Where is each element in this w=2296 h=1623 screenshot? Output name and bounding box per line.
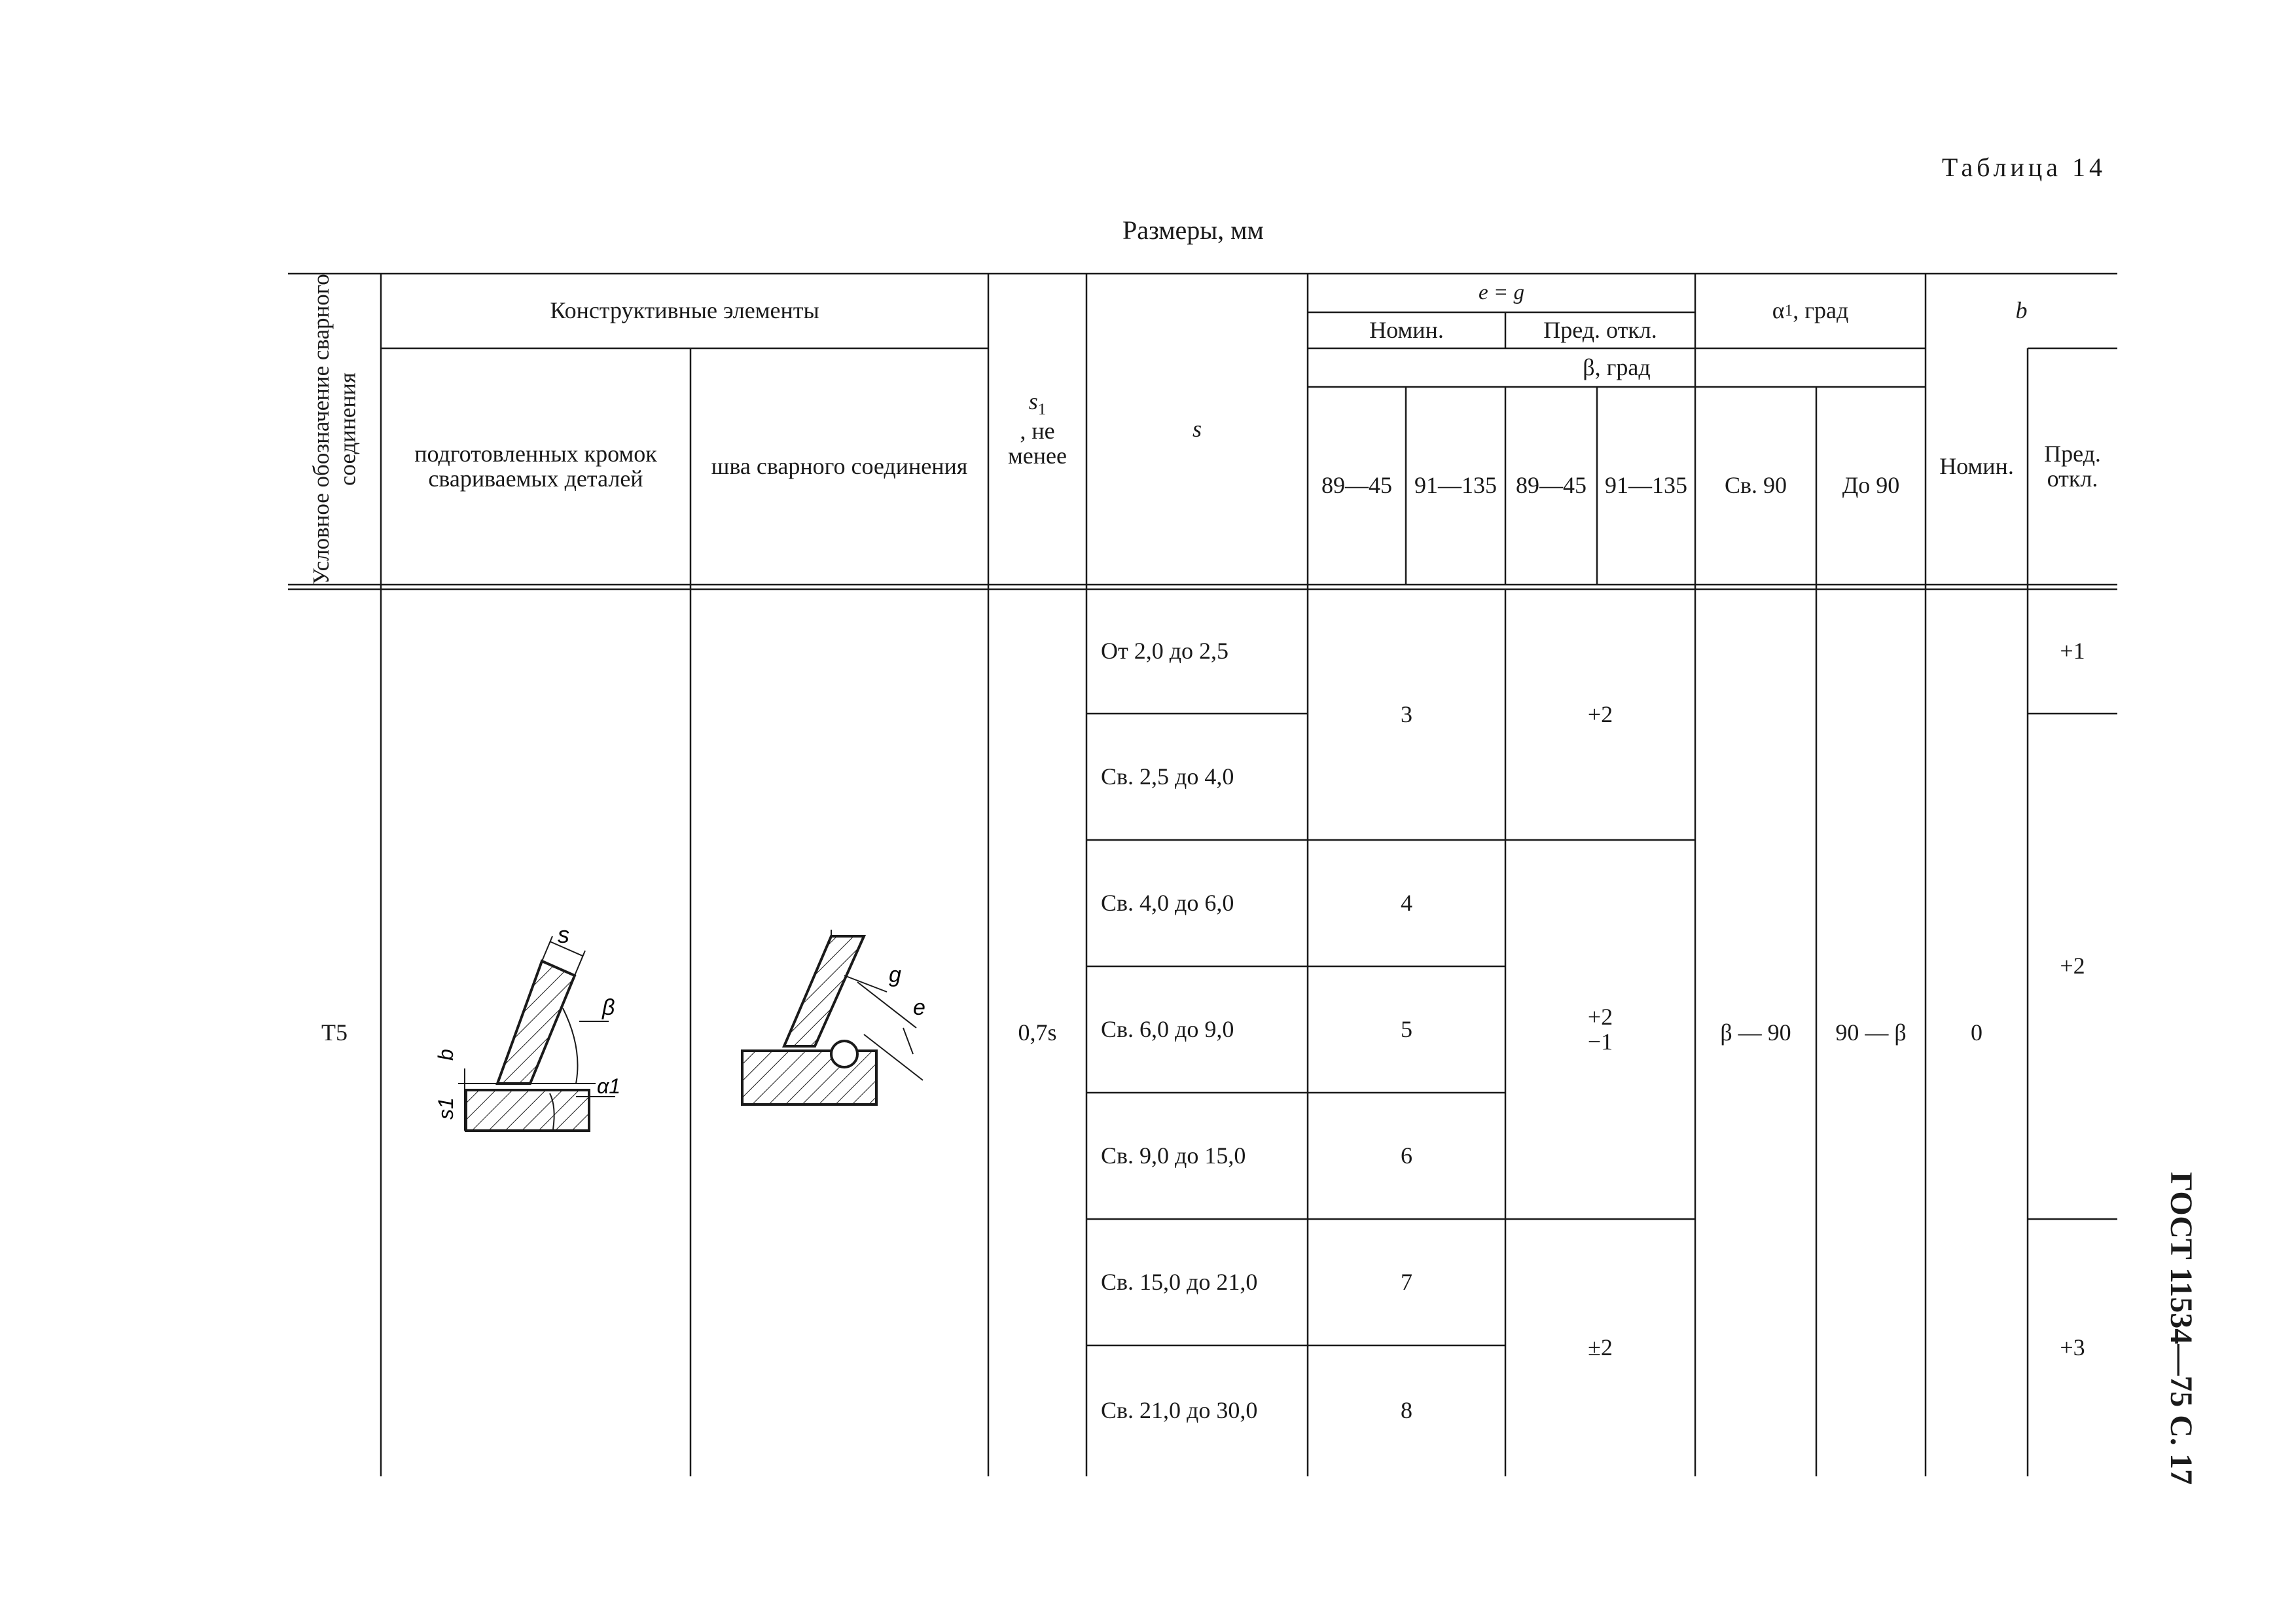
header-b-nomin: Номин. (1939, 452, 2014, 479)
eg-nomin-7: 7 (1401, 1268, 1412, 1295)
alpha-sv90-value: β — 90 (1720, 1019, 1791, 1046)
range-row-3: Св. 4,0 до 6,0 (1101, 889, 1234, 916)
b-pred-plus1: +1 (2060, 638, 2085, 665)
label-alpha1: α1 (597, 1074, 621, 1098)
label-beta: β (602, 995, 615, 1020)
b-pred-plus2: +2 (2060, 953, 2085, 979)
alpha-do90-value: 90 — β (1835, 1019, 1907, 1046)
designation-t5: Т5 (321, 1019, 348, 1046)
header-weld-seam: шва сварного соединения (711, 452, 968, 479)
header-89-45-b: 89—45 (1516, 472, 1587, 499)
header-alpha1: α 1 , град (1772, 297, 1849, 324)
weld-seam-drawing (733, 923, 942, 1120)
header-e-equals-g: e = g (1479, 281, 1524, 305)
eg-nomin-8: 8 (1401, 1397, 1412, 1424)
label-g: g (889, 962, 901, 987)
dimensions-caption: Размеры, мм (1122, 215, 1264, 245)
header-s: s (1192, 415, 1202, 442)
header-b-pred: Пред. откл. (2044, 440, 2101, 492)
b-pred-plus3: +3 (2060, 1334, 2085, 1360)
label-b: b (434, 1049, 457, 1061)
header-beta-grad: β, град (1583, 354, 1651, 380)
eg-nomin-5: 5 (1401, 1015, 1412, 1042)
range-row-4: Св. 6,0 до 9,0 (1101, 1015, 1234, 1042)
eg-nomin-4: 4 (1401, 889, 1412, 916)
eg-pred-plus2-minus1: +2 −1 (1587, 1003, 1613, 1055)
table-title: Таблица 14 (1941, 153, 2106, 182)
header-sv-90: Св. 90 (1724, 472, 1787, 499)
label-s: s (558, 921, 569, 948)
label-e: e (913, 995, 925, 1020)
header-prepared-edges: подготовленных кромок свариваемых деталей (414, 440, 657, 492)
s1-value: 0,7s (1018, 1019, 1057, 1046)
range-row-2: Св. 2,5 до 4,0 (1101, 763, 1234, 790)
header-91-135-b: 91—135 (1605, 472, 1687, 499)
eg-nomin-3: 3 (1401, 701, 1412, 727)
eg-pred-pm2: ±2 (1588, 1334, 1613, 1360)
header-designation: Условное обозначение сварного соединения (308, 274, 360, 585)
header-eg-nomin: Номин. (1369, 316, 1444, 343)
header-b: b (2015, 297, 2028, 324)
header-s1: $s_1$ , не менее (1008, 388, 1067, 469)
header-do-90: До 90 (1842, 472, 1900, 499)
eg-pred-plus2: +2 (1587, 701, 1613, 727)
prepared-edges-drawing (419, 917, 655, 1139)
header-89-45-a: 89—45 (1321, 472, 1392, 499)
header-constructive-elements: Конструктивные элементы (550, 297, 819, 324)
range-row-5: Св. 9,0 до 15,0 (1101, 1142, 1246, 1169)
eg-nomin-6: 6 (1401, 1142, 1412, 1169)
range-row-6: Св. 15,0 до 21,0 (1101, 1268, 1258, 1295)
document-side-label: ГОСТ 11534—75 С. 17 (2164, 1172, 2198, 1485)
b-nomin-value: 0 (1971, 1019, 1982, 1046)
range-row-7: Св. 21,0 до 30,0 (1101, 1397, 1258, 1424)
range-row-1: От 2,0 до 2,5 (1101, 638, 1229, 665)
header-91-135-a: 91—135 (1414, 472, 1497, 499)
label-s1: s1 (434, 1097, 457, 1120)
header-eg-pred: Пред. откл. (1543, 316, 1657, 343)
